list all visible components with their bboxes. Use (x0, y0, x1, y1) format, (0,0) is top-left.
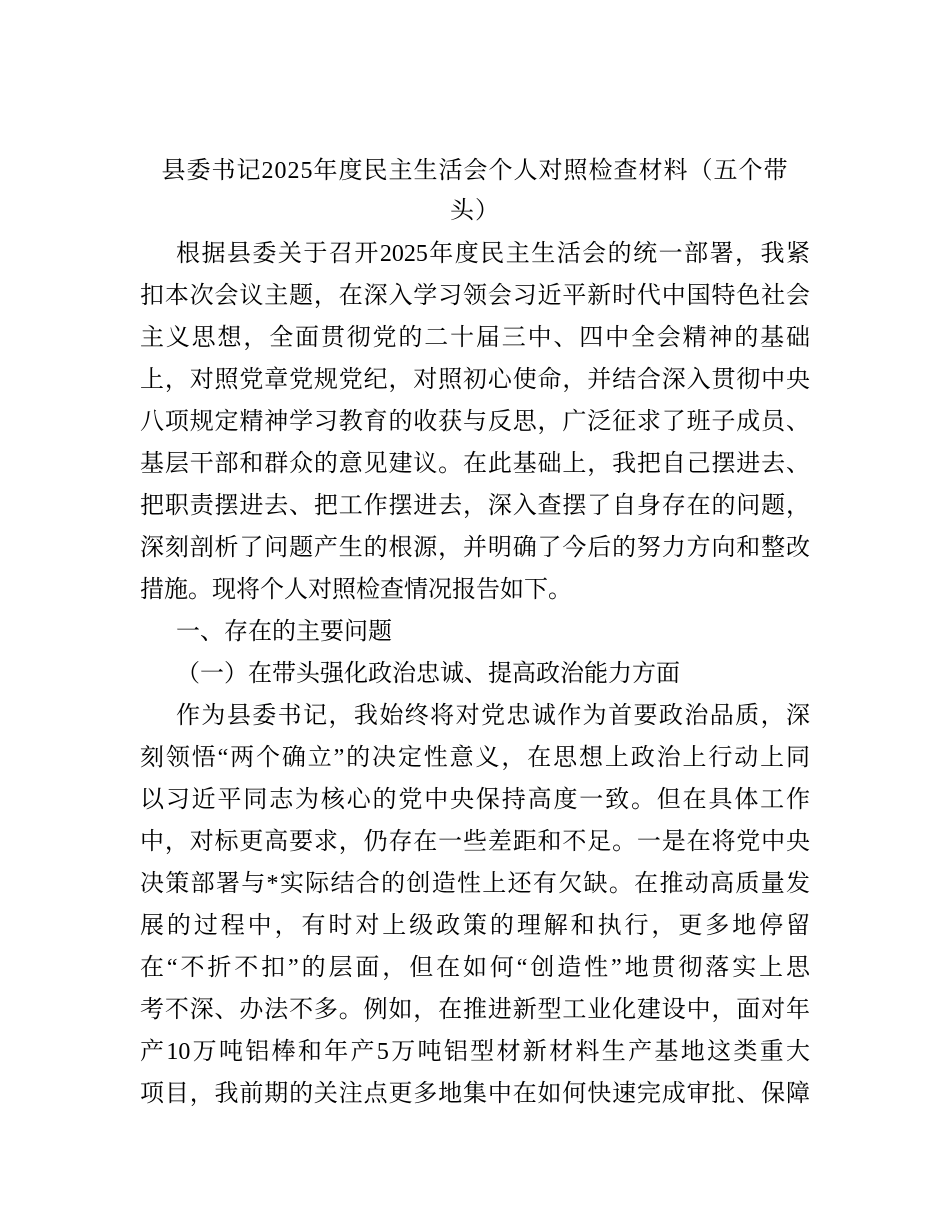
text-line: 刻领悟“两个确立”的决定性意义，在思想上政治上行动上同 (140, 745, 810, 771)
text-line: 中，对标更高要求，仍存在一些差距和不足。一是在将党中央 (140, 829, 810, 855)
text-line: 措施。现将个人对照检查情况报告如下。 (140, 577, 572, 603)
document-title (140, 151, 810, 231)
text-line: 以习近平同志为核心的党中央保持高度一致。但在具体工作 (140, 787, 810, 813)
text-line: 决策部署与*实际结合的创造性上还有欠缺。在推动高质量发 (140, 871, 810, 897)
text-line: 展的过程中，有时对上级政策的理解和执行，更多地停留 (140, 913, 810, 939)
text-line: 在“不折不扣”的层面，但在如何“创造性”地贯彻落实上思 (140, 955, 810, 981)
document-body (140, 233, 810, 1115)
text-line: 项目，我前期的关注点更多地集中在如何快速完成审批、保障 (140, 1081, 810, 1107)
text-line: 基层干部和群众的意见建议。在此基础上，我把自己摆进去、 (140, 451, 810, 477)
text-line: 把职责摆进去、把工作摆进去，深入查摆了自身存在的问题， (140, 493, 810, 519)
text-line: 一、存在的主要问题 (176, 619, 392, 645)
paragraph (140, 233, 810, 611)
text-line: 扣本次会议主题，在深入学习领会习近平新时代中国特色社会 (140, 283, 810, 309)
title-line: 县委书记2025年度民主生活会个人对照检查材料（五个带 (161, 158, 789, 184)
section-heading (140, 611, 810, 653)
text-line: 深刻剖析了问题产生的根源，并明确了今后的努力方向和整改 (140, 535, 810, 561)
text-line: 八项规定精神学习教育的收获与反思，广泛征求了班子成员、 (140, 409, 810, 435)
text-line: 主义思想，全面贯彻党的二十届三中、四中全会精神的基础 (140, 325, 810, 351)
text-line: 上，对照党章党规党纪，对照初心使命，并结合深入贯彻中央 (140, 367, 810, 393)
title-line: 头） (450, 198, 500, 224)
text-line: 考不深、办法不多。例如，在推进新型工业化建设中，面对年 (140, 997, 810, 1023)
text-line: 产10万吨铝棒和年产5万吨铝型材新材料生产基地这类重大 (140, 1039, 810, 1065)
text-line: （一）在带头强化政治忠诚、提高政治能力方面 (176, 661, 680, 687)
text-line: 作为县委书记，我始终将对党忠诚作为首要政治品质，深 (176, 703, 810, 729)
subsection-heading (140, 653, 810, 695)
text-line: 根据县委关于召开2025年度民主生活会的统一部署，我紧 (176, 241, 810, 267)
paragraph (140, 695, 810, 1115)
